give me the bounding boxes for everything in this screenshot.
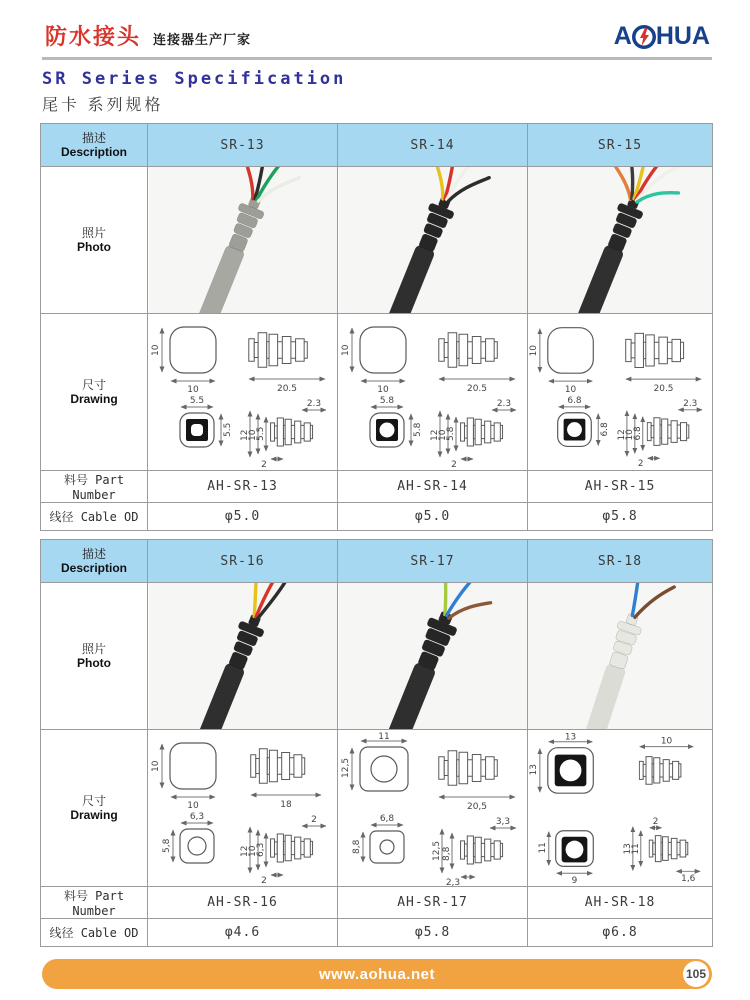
drawing-cell-sr17: [338, 730, 528, 887]
photo-cell-sr14: [338, 167, 528, 314]
row-label-description: [41, 124, 148, 167]
cable-photo-sr17: [339, 583, 527, 729]
cable-photo-sr16: [149, 583, 337, 729]
description-label-cn: 描述: [81, 547, 106, 561]
photo-cell-sr18: [528, 583, 713, 730]
svg-text:2: 2: [450, 459, 457, 470]
part-number-sr13: AH-SR-13: [148, 471, 338, 503]
row-label-photo: [41, 583, 148, 730]
photo-cell-sr16: [148, 583, 338, 730]
svg-text:10: 10: [186, 800, 199, 811]
aohua-logo: [614, 22, 710, 51]
svg-text:1,6: 1,6: [681, 873, 696, 884]
svg-text:11: 11: [630, 842, 641, 854]
cable-od-sr18: φ6.8: [528, 919, 713, 947]
page-title-cn: 尾卡 系列规格: [42, 97, 164, 114]
row-label-part-number: 料号 Part Number: [41, 887, 148, 919]
cable-photo-sr13: [149, 167, 337, 313]
svg-text:6.8: 6.8: [567, 395, 582, 406]
svg-text:20,5: 20,5: [466, 801, 487, 812]
photo-label-en: Photo: [77, 656, 111, 670]
svg-text:18: 18: [279, 799, 292, 810]
svg-text:10: 10: [247, 845, 258, 857]
svg-text:20.5: 20.5: [276, 383, 297, 394]
svg-text:10: 10: [247, 429, 258, 441]
svg-text:5.5: 5.5: [222, 422, 233, 437]
svg-text:10: 10: [186, 384, 199, 395]
photo-cell-sr17: [338, 583, 528, 730]
svg-text:6,3: 6,3: [255, 842, 266, 857]
svg-text:2.3: 2.3: [306, 398, 321, 409]
page-header: [0, 0, 750, 51]
footer-url: www.aohua.net: [319, 965, 435, 983]
svg-text:2: 2: [260, 875, 267, 886]
header-divider: [42, 57, 712, 60]
svg-text:12,5: 12,5: [340, 757, 351, 778]
row-label-part-number: 料号 Part Number: [41, 471, 148, 503]
logo-text-a: A: [613, 22, 632, 50]
svg-text:10: 10: [437, 429, 448, 441]
dimension-drawing-sr13: [150, 315, 336, 470]
footer-bar: [42, 959, 712, 989]
row-label-cable-od: 线径 Cable OD: [41, 919, 148, 947]
cable-od-sr13: φ5.0: [148, 503, 338, 531]
svg-text:12: 12: [429, 429, 440, 441]
svg-text:5.5: 5.5: [189, 395, 204, 406]
svg-text:11: 11: [377, 731, 390, 742]
row-label-drawing: [41, 730, 148, 887]
photo-label-en: Photo: [77, 240, 111, 254]
row-label-cable-od: 线径 Cable OD: [41, 503, 148, 531]
row-label-drawing: [41, 314, 148, 471]
svg-text:2: 2: [310, 814, 317, 825]
svg-text:5.5: 5.5: [255, 426, 266, 441]
svg-text:6.8: 6.8: [600, 421, 611, 437]
row-label-photo: [41, 167, 148, 314]
svg-text:5.8: 5.8: [412, 422, 423, 437]
logo-text-hua: HUA: [655, 22, 710, 50]
drawing-label-cn: 尺寸: [81, 378, 106, 392]
spec-table-2: [40, 539, 713, 947]
svg-text:12: 12: [239, 845, 250, 857]
column-header-sr18: SR-18: [528, 540, 713, 583]
page-title-en: SR Series Specification: [42, 69, 347, 89]
svg-text:12: 12: [616, 428, 627, 440]
svg-text:2: 2: [260, 459, 267, 470]
svg-text:10: 10: [340, 344, 351, 356]
dimension-drawing-sr16: [150, 731, 336, 886]
cable-od-sr16: φ4.6: [148, 919, 338, 947]
dimension-drawing-sr14: [340, 315, 526, 470]
svg-text:5.8: 5.8: [445, 426, 456, 441]
svg-text:11: 11: [537, 841, 548, 854]
photo-label-cn: 照片: [81, 226, 106, 240]
svg-text:8,8: 8,8: [441, 846, 452, 861]
photo-cell-sr13: [148, 167, 338, 314]
svg-text:6,3: 6,3: [189, 811, 204, 822]
part-number-sr17: AH-SR-17: [338, 887, 528, 919]
drawing-cell-sr14: [338, 314, 528, 471]
page-number-badge: 105: [683, 961, 709, 987]
drawing-label-en: Drawing: [70, 392, 118, 406]
svg-text:20.5: 20.5: [653, 383, 674, 394]
svg-text:2.3: 2.3: [496, 398, 511, 409]
svg-text:10: 10: [624, 428, 635, 440]
cable-od-sr15: φ5.8: [528, 503, 713, 531]
dimension-drawing-sr17: [340, 731, 526, 886]
part-number-sr18: AH-SR-18: [528, 887, 713, 919]
description-label-cn: 描述: [81, 131, 106, 145]
dimension-drawing-sr18: [528, 731, 712, 886]
cable-od-sr14: φ5.0: [338, 503, 528, 531]
svg-text:2: 2: [637, 458, 644, 469]
drawing-label-en: Drawing: [70, 808, 118, 822]
svg-text:13: 13: [564, 732, 577, 743]
svg-text:5,8: 5,8: [161, 838, 172, 853]
row-label-description: [41, 540, 148, 583]
cable-photo-sr18: [528, 583, 713, 729]
photo-label-cn: 照片: [81, 642, 106, 656]
cable-photo-sr15: [528, 167, 713, 313]
cable-od-sr17: φ5.8: [338, 919, 528, 947]
drawing-cell-sr18: [528, 730, 713, 887]
svg-text:10: 10: [150, 344, 161, 356]
brand-subtitle: 连接器生产厂家: [153, 32, 252, 47]
column-header-sr17: SR-17: [338, 540, 528, 583]
svg-text:10: 10: [660, 736, 673, 747]
svg-text:2: 2: [652, 816, 659, 827]
svg-text:12,5: 12,5: [431, 840, 442, 861]
svg-text:10: 10: [150, 760, 161, 772]
svg-text:13: 13: [528, 763, 539, 775]
spec-table-1: [40, 123, 713, 531]
column-header-sr13: SR-13: [148, 124, 338, 167]
drawing-label-cn: 尺寸: [81, 794, 106, 808]
svg-text:10: 10: [528, 344, 539, 356]
drawing-cell-sr16: [148, 730, 338, 887]
svg-text:5.8: 5.8: [379, 395, 394, 406]
column-header-sr15: SR-15: [528, 124, 713, 167]
part-number-sr16: AH-SR-16: [148, 887, 338, 919]
svg-text:3,3: 3,3: [495, 816, 510, 827]
svg-text:2,3: 2,3: [445, 877, 460, 886]
part-number-sr15: AH-SR-15: [528, 471, 713, 503]
svg-text:8,8: 8,8: [351, 839, 362, 854]
svg-text:10: 10: [564, 384, 577, 395]
svg-text:10: 10: [376, 384, 389, 395]
brand-title: 防水接头: [45, 24, 142, 49]
svg-text:13: 13: [622, 842, 633, 854]
photo-cell-sr15: [528, 167, 713, 314]
drawing-cell-sr13: [148, 314, 338, 471]
svg-text:20.5: 20.5: [466, 383, 487, 394]
part-number-sr14: AH-SR-14: [338, 471, 528, 503]
logo-globe-icon: [631, 24, 657, 50]
cable-photo-sr14: [339, 167, 527, 313]
description-label-en: Description: [60, 561, 127, 575]
column-header-sr16: SR-16: [148, 540, 338, 583]
svg-text:12: 12: [239, 429, 250, 441]
svg-text:6.8: 6.8: [632, 425, 643, 440]
dimension-drawing-sr15: [528, 315, 712, 470]
description-label-en: Description: [60, 145, 127, 159]
svg-text:2.3: 2.3: [683, 398, 698, 409]
column-header-sr14: SR-14: [338, 124, 528, 167]
svg-text:6,8: 6,8: [379, 813, 394, 824]
svg-text:9: 9: [571, 875, 578, 886]
brand-block: [45, 20, 251, 51]
drawing-cell-sr15: [528, 314, 713, 471]
